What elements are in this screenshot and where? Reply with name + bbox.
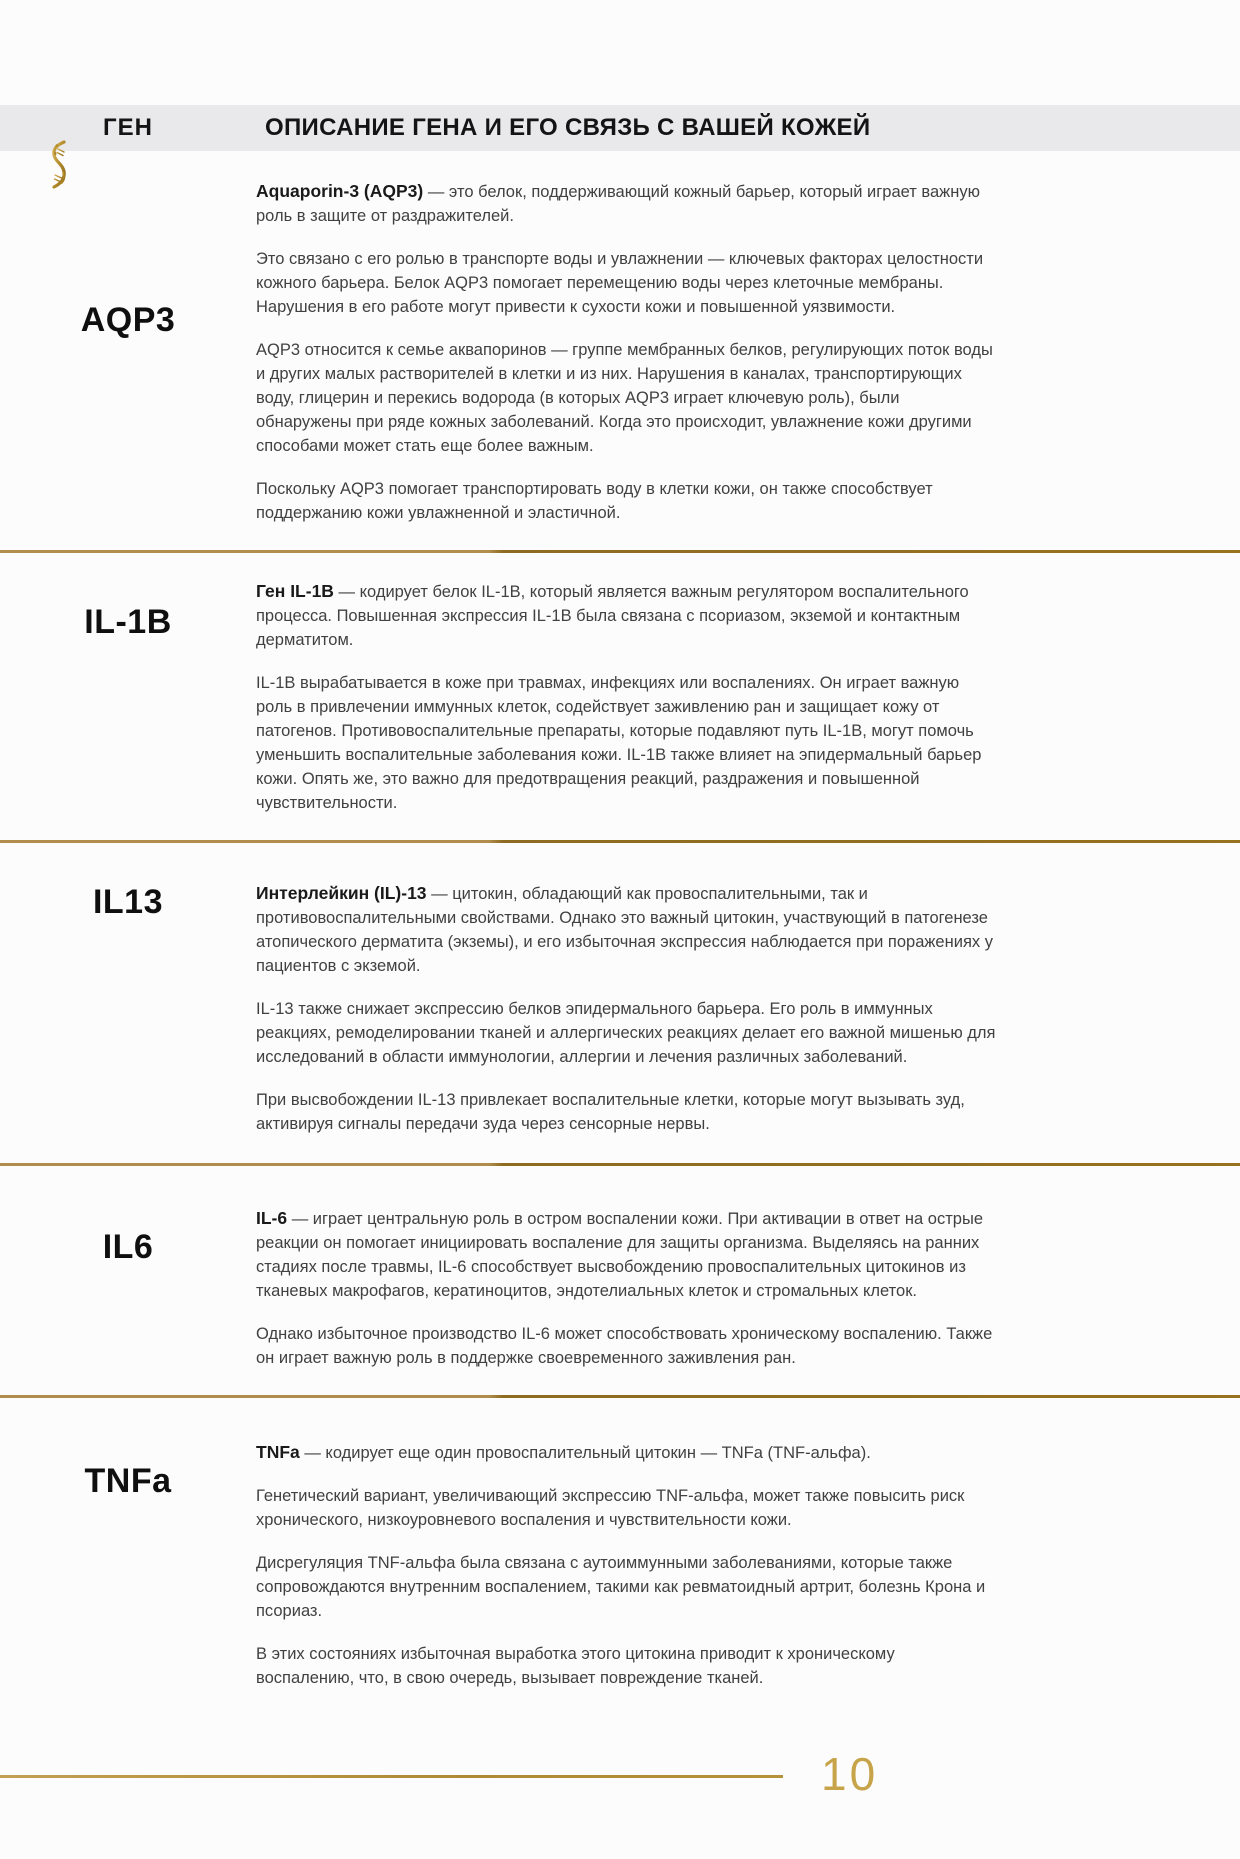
header-description-column-label: ОПИСАНИЕ ГЕНА И ЕГО СВЯЗЬ С ВАШЕЙ КОЖЕЙ	[265, 114, 871, 141]
gene-section	[0, 840, 1240, 1163]
dna-logo-icon	[44, 139, 76, 191]
gene-description	[256, 179, 1026, 544]
report-page	[0, 105, 1240, 1859]
table-header-row	[0, 105, 1240, 151]
gene-name: AQP3	[80, 301, 176, 339]
footer-rule	[0, 1775, 783, 1778]
paragraph: Генетический вариант, увеличивающий экспрессию TNF-альфа, может также повысить риск хронического, низкоуровневого воспаления и чувствительности кожи.	[256, 1487, 965, 1529]
paragraph: Поскольку AQP3 помогает транспортировать воду в клетки кожи, он также способствует поддержанию кожи увлажненной и эластичной.	[256, 480, 933, 522]
gene-description	[256, 1206, 1026, 1389]
paragraph: Aquaporin-3 (AQP3) — это белок, поддерживающий кожный барьер, который играет важную роль в защите от раздражителей.	[256, 181, 980, 225]
page-footer	[0, 1748, 1240, 1813]
paragraph: Интерлейкин (IL)-13 — цитокин, обладающий как провоспалительными, так и противовоспалительными свойствами. Однако это важный цитокин, участвующий в патогенезе атопического дерматита (экземы), и его избыточная экспрессия наблюдается при поражениях у пациентов с экземой.	[256, 883, 993, 975]
gene-name: TNFa	[84, 1462, 172, 1500]
paragraph: При высвобождении IL-13 привлекает воспалительные клетки, которые могут вызывать зуд, активируя сигналы передачи зуда через сенсорные нервы.	[256, 1091, 965, 1133]
gene-table	[0, 151, 1240, 1717]
gene-description	[256, 579, 1026, 834]
paragraph: Ген IL-1B — кодирует белок IL-1B, который является важным регулятором воспалительного процесса. Повышенная экспрессия IL-1B была связана с псориазом, экземой и контактным дерматитом.	[256, 581, 969, 649]
gene-description	[256, 1440, 1026, 1709]
gene-description	[256, 881, 1026, 1155]
gene-section	[0, 151, 1240, 550]
paragraph: Однако избыточное производство IL-6 может способствовать хроническому воспалению. Также он играет важную роль в поддержке своевременного заживления ран.	[256, 1325, 993, 1367]
paragraph: Это связано с его ролью в транспорте воды и увлажнении — ключевых факторах целостности кожного барьера. Белок AQP3 помогает перемещению воды через клеточные мембраны. Нарушения в его работе могут привести к сухости кожи и повышенной уязвимости.	[256, 250, 984, 316]
gene-name: IL13	[92, 883, 164, 921]
paragraph: AQP3 относится к семье аквапоринов — группе мембранных белков, регулирующих поток воды и других малых растворителей в клетки и из них. Нарушения в каналах, транспортирующих воду, глицерин и перекись водорода (в которых AQP3 играет ключевую роль), были обнаружены при ряде кожных заболеваний. Когда это происходит, увлажнение кожи другими способами может стать еще более важным.	[256, 341, 993, 455]
paragraph: В этих состояниях избыточная выработка этого цитокина приводит к хроническому воспалению, что, в свою очередь, вызывает повреждение тканей.	[256, 1645, 895, 1687]
paragraph: IL-13 также снижает экспрессию белков эпидермального барьера. Его роль в иммунных реакциях, ремоделировании тканей и аллергических реакциях делает его важной мишенью для исследований в области иммунологии, аллергии и лечения различных заболеваний.	[256, 1000, 996, 1066]
paragraph: TNFa — кодирует еще один провоспалительный цитокин — TNFa (TNF-альфа).	[256, 1442, 871, 1462]
paragraph: Дисрегуляция TNF-альфа была связана с аутоиммунными заболеваниями, которые также сопровождаются внутренним воспалением, такими как ревматоидный артрит, болезнь Крона и псориаз.	[256, 1554, 986, 1620]
gene-section	[0, 1395, 1240, 1717]
gene-section	[0, 550, 1240, 840]
paragraph: IL-1B вырабатывается в коже при травмах, инфекциях или воспалениях. Он играет важную роль в привлечении иммунных клеток, содействует заживлению ран и защищает кожу от патогенов. Противовоспалительные препараты, которые подавляют путь IL-1B, могут помочь уменьшить воспалительные заболевания кожи. IL-1B также влияет на эпидермальный барьер кожи. Опять же, это важно для предотвращения реакций, раздражения и повышенной чувствительности.	[256, 674, 982, 812]
gene-name: IL6	[102, 1228, 154, 1266]
gene-section	[0, 1163, 1240, 1395]
header-gene-column-label: ГЕН	[103, 114, 153, 141]
page-number: 10	[821, 1748, 879, 1800]
paragraph: IL-6 — играет центральную роль в остром воспалении кожи. При активации в ответ на острые реакции он помогает инициировать воспаление для защиты организма. Выделяясь на ранних стадиях после травмы, IL-6 способствует высвобождению провоспалительных цитокинов из тканевых макрофагов, кератиноцитов, эндотелиальных клеток и стромальных клеток.	[256, 1208, 984, 1300]
gene-name: IL-1B	[84, 603, 172, 641]
